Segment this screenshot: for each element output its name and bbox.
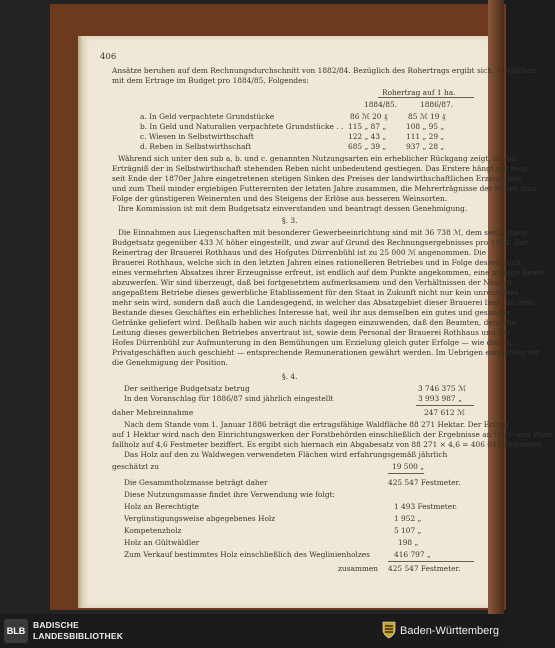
verwendung-row-value: 198 „ — [398, 538, 419, 547]
paragraph-line: Erträgniß der in Selbstwirthschaft stehenden Reben nicht unbedeutend gestiegen. Das Erstere hängt mit dem — [112, 164, 527, 173]
verwendung-row-value: 1 493 Festmeter. — [394, 502, 458, 511]
budget-row-value: 3 993 987 „ — [418, 394, 462, 403]
table-row-label: c. Wiesen in Selbstwirthschaft — [140, 132, 254, 141]
budget-row-label: In den Voranschlag für 1886/87 sind jährlich eingestellt — [124, 394, 334, 403]
paragraph-line: Reinertrag der Brauerei Rothhaus und des Hofgutes Dürrenbühl ist zu 25 000 ℳ angenommen. Die — [112, 248, 487, 257]
paragraph-line: seit Ende der 1870er Jahre eingetretenen stetigen Sinken des Preises der landwirthschaftlichen Erzeugnisse — [112, 174, 522, 183]
budget-row-label: Der seitherige Budgetsatz betrug — [124, 384, 250, 393]
table-row-b: 937 „ 28 „ — [406, 142, 445, 151]
paragraph-line: Budgetsatz gegenüber 433 ℳ höher eingestellt, und zwar auf Grund des Rechnungsergebnisses pro 1884. Der — [112, 238, 528, 247]
geschaetzt-label: geschätzt zu — [112, 462, 160, 471]
paragraph-line: Leitung dieses gewerblichen Betriebes anvertraut ist, sowie dem Personal der Brauerei Rothhaus und des — [112, 328, 511, 337]
intro-line: Ansätze beruhen auf dem Rechnungsdurchschnitt von 1882/84. Bezüglich des Rohertrags ergibt sich, verglichen — [112, 66, 537, 75]
gesamt-value: 425 547 Festmeter. — [388, 478, 461, 487]
verwendung-row-label: Zum Verkauf bestimmtes Holz einschließlich des Weglinienholzes — [124, 550, 370, 559]
mehr-label: daher Mehreinnahme — [112, 408, 194, 417]
table-header-title: Rohertrag auf 1 ha. — [382, 88, 456, 97]
paragraph-line: Nach dem Stande vom 1. Januar 1886 beträgt die ertragsfähige Waldfläche 88 271 Hektar. Der Ertrag — [124, 420, 509, 429]
geschaetzt-value: 19 500 „ — [392, 462, 425, 471]
mehr-value: 247 612 ℳ — [424, 408, 465, 417]
paragraph-line: die Genehmigung der Position. — [112, 358, 228, 367]
paragraph-line: Die Einnahmen aus Liegenschaften mit besonderer Gewerbeeinrichtung sind mit 36 738 ℳ, dem seitherigen — [118, 228, 527, 237]
section-heading: §. 4. — [282, 372, 298, 381]
intro-line: mit dem Ertrage im Budget pro 1884/85, Folgendes: — [112, 76, 309, 85]
paragraph-line: Während sich unter den sub a, b. und c. genannten Nutzungsarten ein erheblicher Rückgang zeigt, ist das — [118, 154, 518, 163]
library-name[interactable] — [33, 620, 123, 641]
paragraph-line: Getränke geliefert wird. Deßhalb haben wir auch nichts dagegen einzuwenden, daß den Beamten, denn die — [112, 318, 517, 327]
paragraph-line: eines vermehrten Absatzes ihrer Erzeugnisse erfreut, ist endlich auf dem Punkte angekommen, eine mäßige Rente — [112, 268, 545, 277]
table-row-b: 111 „ 29 „ — [406, 132, 445, 141]
paragraph-line: fallholz auf 4,6 Festmeter beziffert. Es ergibt sich hiernach ein Abgabesatz von 88 271 × 4,6 = 406 047 Festmeter. — [112, 440, 544, 449]
table-row-label: a. In Geld verpachtete Grundstücke — [140, 112, 275, 121]
verwendung-row-label: Vergünstigungsweise abgegebenes Holz — [124, 514, 276, 523]
table-row-a: 685 „ 39 „ — [348, 142, 387, 151]
verwendung-row-label: Kompetenzholz — [124, 526, 182, 535]
gesamt-label: Die Gesammtholzmasse beträgt daher — [124, 478, 268, 487]
table-rule — [378, 97, 474, 98]
budget-row-value: 3 746 375 ℳ — [418, 384, 466, 393]
table-row-label: b. In Geld und Naturalien verpachtete Grundstücke . . — [140, 122, 344, 131]
section-heading: §. 3. — [282, 216, 298, 225]
sum-rule — [388, 561, 474, 562]
table-row-b: 85 ℳ 19 ₰ — [408, 112, 446, 121]
verwendung-row-value: 5 107 „ — [394, 526, 422, 535]
table-row-label: d. Reben in Selbstwirthschaft — [140, 142, 252, 151]
paragraph-line: Folge der günstigeren Weinernten und des Steigens der Erlöse aus besseren Weinsorten. — [112, 194, 448, 203]
table-row-b: 108 „ 95 „ — [406, 122, 445, 131]
table-row-a: 122 „ 43 „ — [348, 132, 387, 141]
paragraph-line: Ihre Kommission ist mit dem Budgetsatz einverstanden und beantragt dessen Genehmigung. — [118, 204, 468, 213]
paragraph-line: Privatgeschäften auch geschieht — entsprechende Remunerationen gewährt werden. Im Uebrigen empfehlen wir — [112, 348, 540, 357]
paragraph-line: angepaßtem Betriebe dieses gewerbliche Etablissement für den Staat in Zukunft nicht nur kein unrentables — [112, 288, 519, 297]
state-name[interactable]: Baden-Württemberg — [400, 625, 500, 637]
verwendung-label: Diese Nutzungsmasse findet ihre Verwendung wie folgt: — [124, 490, 336, 499]
paragraph-line: auf 1 Hektar wird nach den Einrichtungswerken der Forstbehörden einschließlich der Ergebnisse an Dürr- und Wind- — [112, 430, 555, 439]
paragraph-line: mehr sein wird, sondern daß auch die Landesgegend, in welcher das Absatzgebiet dieser Brauerei liegt, an dem — [112, 298, 534, 307]
paragraph-line: Bestande dieses Geschäftes ein erhebliches Interesse hat, weil ihr aus demselben ein gutes und gesundes — [112, 308, 511, 317]
table-row-a: 115 „ 87 „ — [348, 122, 387, 131]
blb-logo-icon[interactable]: BLB — [4, 619, 28, 643]
coat-of-arms-icon — [382, 621, 396, 639]
sum-rule — [416, 405, 474, 406]
zusammen-value: 425 547 Festmeter. — [388, 564, 461, 573]
table-header-col-a: 1884/85. — [364, 100, 398, 109]
library-name-line2: LANDESBIBLIOTHEK — [33, 630, 124, 641]
library-name-line1: BADISCHE — [33, 620, 79, 630]
paragraph-line: Hofes Dürrenbühl zur Aufmunterung in den Bemühungen um Erzielung gleich guter Erfolge — wie dies in — [112, 338, 512, 347]
sum-rule — [388, 473, 424, 474]
page-number: 406 — [100, 52, 117, 62]
verwendung-row-label: Holz an Berechtigte — [124, 502, 200, 511]
paragraph-line: und zum Theil minder ergiebigen Futterernten der letzten Jahre zusammen, die Mehrerträgnisse der Reben sind — [112, 184, 537, 193]
paragraph-line: abzuwerfen. Wir sind überzeugt, daß bei fortgesetztem aufmerksamem und den Verhältnissen der Neuzeit — [112, 278, 513, 287]
verwendung-row-value: 416 797 „ — [394, 550, 431, 559]
paragraph-line: Brauerei Rothhaus, welche sich in den letzten Jahren eines rationelleren Betriebes und in Folge dessen auch — [112, 258, 521, 267]
verwendung-row-label: Holz an Gültwäldler — [124, 538, 200, 547]
paragraph-line: Das Holz auf den zu Waldwegen verwendeten Flächen wird erfahrungsgemäß jährlich — [124, 450, 448, 459]
table-header-col-b: 1886/87. — [420, 100, 454, 109]
table-row-a: 86 ℳ 20 ₰ — [350, 112, 388, 121]
verwendung-row-value: 1 952 „ — [394, 514, 422, 523]
zusammen-label: zusammen — [338, 564, 379, 573]
